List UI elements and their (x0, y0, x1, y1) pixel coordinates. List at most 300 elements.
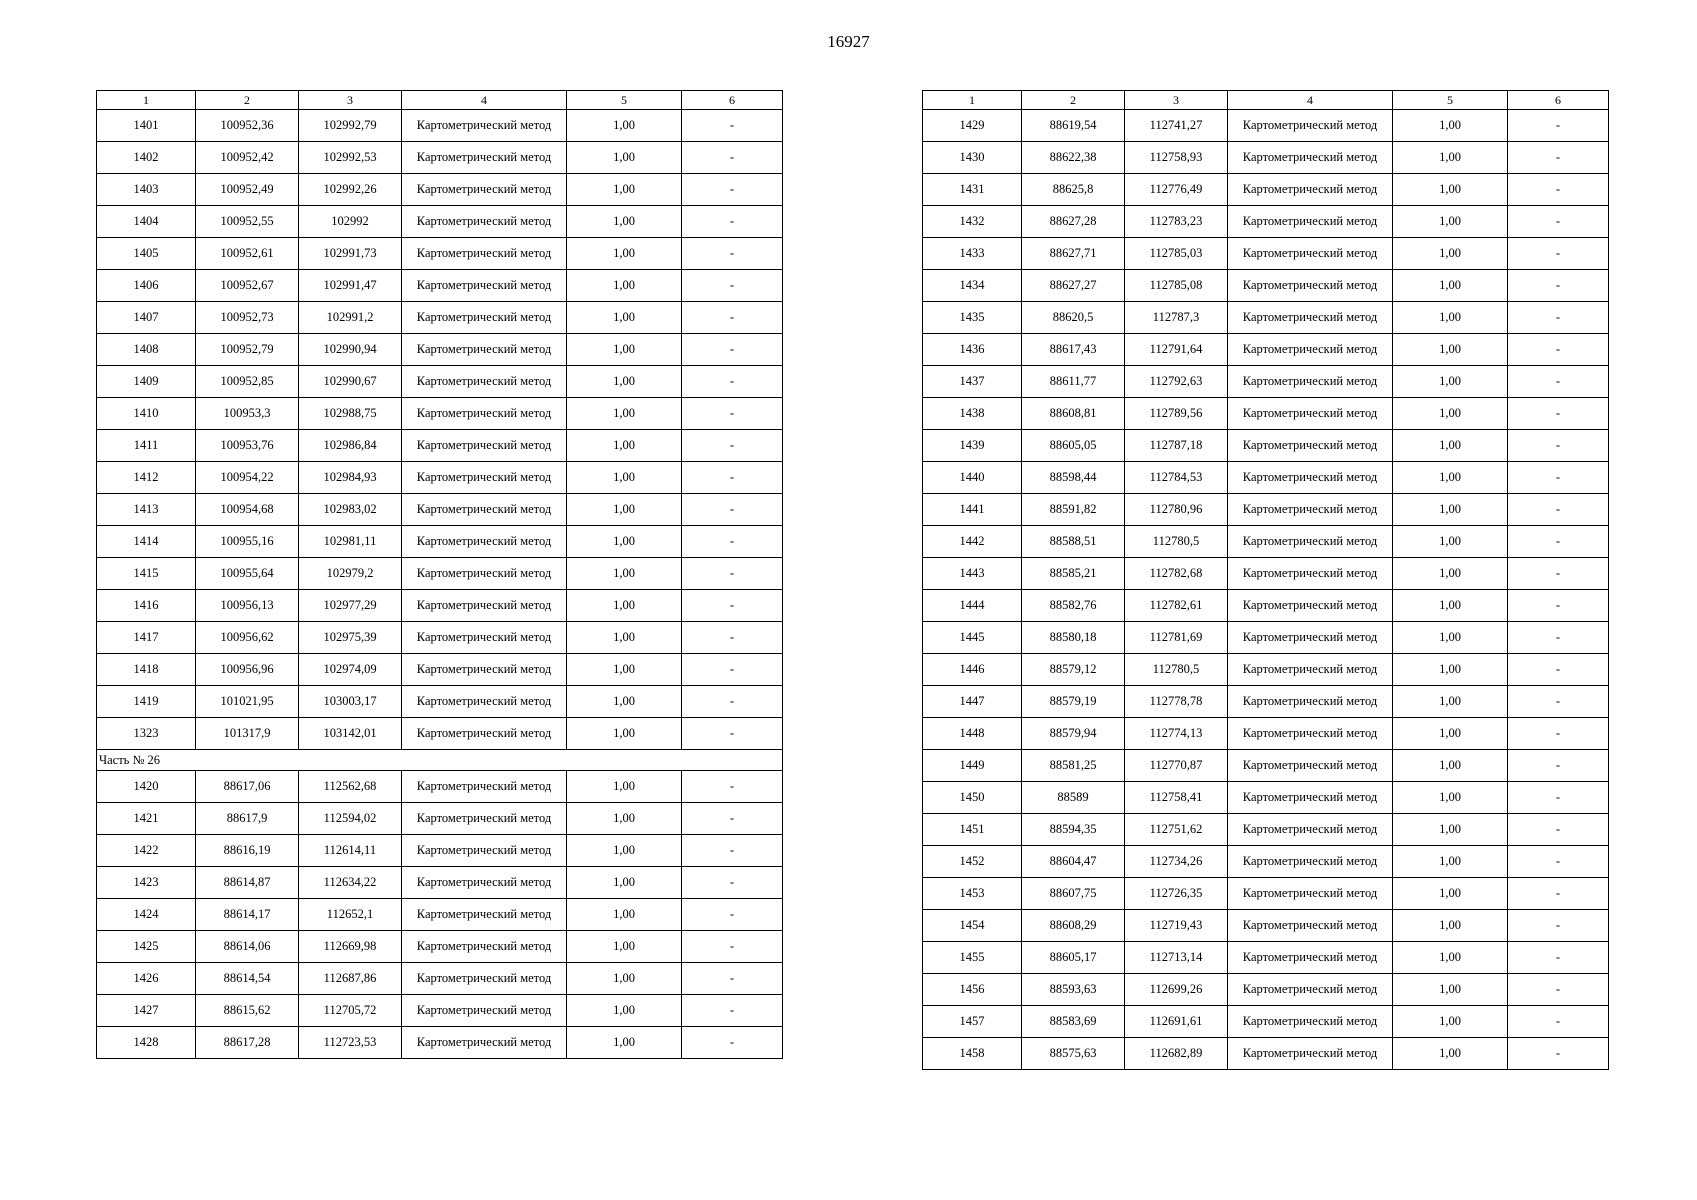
description-cell: - (1508, 942, 1609, 974)
method-cell: Картометрический метод (402, 526, 567, 558)
accuracy-cell: 1,00 (567, 686, 682, 718)
description-cell: - (682, 963, 783, 995)
description-cell: - (682, 686, 783, 718)
y-coordinate-cell: 112705,72 (299, 995, 402, 1027)
y-coordinate-cell: 112687,86 (299, 963, 402, 995)
table-row (97, 526, 783, 558)
method-cell: Картометрический метод (402, 686, 567, 718)
method-cell: Картометрический метод (402, 110, 567, 142)
accuracy-cell: 1,00 (1393, 878, 1508, 910)
y-coordinate-cell: 112562,68 (299, 771, 402, 803)
description-cell: - (1508, 398, 1609, 430)
y-coordinate-cell: 102974,09 (299, 654, 402, 686)
accuracy-cell: 1,00 (567, 995, 682, 1027)
coordinates-table-right (922, 90, 1609, 1070)
point-number-cell: 1323 (97, 718, 196, 750)
description-cell: - (682, 867, 783, 899)
method-cell: Картометрический метод (1228, 1006, 1393, 1038)
table-row (923, 302, 1609, 334)
method-cell: Картометрический метод (402, 1027, 567, 1059)
table-row (97, 686, 783, 718)
table-row (923, 782, 1609, 814)
x-coordinate-cell: 88607,75 (1022, 878, 1125, 910)
accuracy-cell: 1,00 (1393, 110, 1508, 142)
point-number-cell: 1440 (923, 462, 1022, 494)
description-cell: - (682, 334, 783, 366)
point-number-cell: 1432 (923, 206, 1022, 238)
x-coordinate-cell: 100956,13 (196, 590, 299, 622)
table-row (97, 238, 783, 270)
table-row (923, 718, 1609, 750)
column-header: 2 (1022, 91, 1125, 110)
accuracy-cell: 1,00 (567, 398, 682, 430)
accuracy-cell: 1,00 (567, 238, 682, 270)
accuracy-cell: 1,00 (567, 1027, 682, 1059)
description-cell: - (682, 622, 783, 654)
y-coordinate-cell: 102984,93 (299, 462, 402, 494)
x-coordinate-cell: 88579,94 (1022, 718, 1125, 750)
description-cell: - (1508, 654, 1609, 686)
point-number-cell: 1441 (923, 494, 1022, 526)
point-number-cell: 1403 (97, 174, 196, 206)
method-cell: Картометрический метод (1228, 654, 1393, 686)
method-cell: Картометрический метод (1228, 206, 1393, 238)
description-cell: - (682, 558, 783, 590)
accuracy-cell: 1,00 (567, 462, 682, 494)
method-cell: Картометрический метод (402, 398, 567, 430)
method-cell: Картометрический метод (402, 995, 567, 1027)
table-row (923, 1038, 1609, 1070)
point-number-cell: 1430 (923, 142, 1022, 174)
table-row (97, 558, 783, 590)
x-coordinate-cell: 100952,49 (196, 174, 299, 206)
point-number-cell: 1411 (97, 430, 196, 462)
accuracy-cell: 1,00 (567, 931, 682, 963)
point-number-cell: 1426 (97, 963, 196, 995)
point-number-cell: 1420 (97, 771, 196, 803)
accuracy-cell: 1,00 (567, 718, 682, 750)
y-coordinate-cell: 112789,56 (1125, 398, 1228, 430)
method-cell: Картометрический метод (402, 206, 567, 238)
method-cell: Картометрический метод (1228, 558, 1393, 590)
y-coordinate-cell: 102979,2 (299, 558, 402, 590)
method-cell: Картометрический метод (402, 494, 567, 526)
page-number: 16927 (827, 32, 870, 51)
x-coordinate-cell: 100952,67 (196, 270, 299, 302)
x-coordinate-cell: 88588,51 (1022, 526, 1125, 558)
table-body (97, 110, 783, 1059)
method-cell: Картометрический метод (1228, 238, 1393, 270)
table-row (923, 366, 1609, 398)
x-coordinate-cell: 88617,9 (196, 803, 299, 835)
accuracy-cell: 1,00 (567, 142, 682, 174)
y-coordinate-cell: 112669,98 (299, 931, 402, 963)
point-number-cell: 1438 (923, 398, 1022, 430)
y-coordinate-cell: 112758,93 (1125, 142, 1228, 174)
column-header: 6 (1508, 91, 1609, 110)
table-row (97, 366, 783, 398)
description-cell: - (1508, 814, 1609, 846)
method-cell: Картометрический метод (1228, 686, 1393, 718)
x-coordinate-cell: 88625,8 (1022, 174, 1125, 206)
description-cell: - (1508, 302, 1609, 334)
y-coordinate-cell: 112719,43 (1125, 910, 1228, 942)
x-coordinate-cell: 88627,71 (1022, 238, 1125, 270)
description-cell: - (682, 206, 783, 238)
description-cell: - (682, 995, 783, 1027)
table-row (97, 142, 783, 174)
y-coordinate-cell: 112792,63 (1125, 366, 1228, 398)
x-coordinate-cell: 88617,06 (196, 771, 299, 803)
y-coordinate-cell: 112778,78 (1125, 686, 1228, 718)
accuracy-cell: 1,00 (567, 302, 682, 334)
description-cell: - (1508, 590, 1609, 622)
description-cell: - (682, 110, 783, 142)
point-number-cell: 1456 (923, 974, 1022, 1006)
x-coordinate-cell: 88627,27 (1022, 270, 1125, 302)
y-coordinate-cell: 112634,22 (299, 867, 402, 899)
table-row (97, 334, 783, 366)
x-coordinate-cell: 101021,95 (196, 686, 299, 718)
point-number-cell: 1427 (97, 995, 196, 1027)
method-cell: Картометрический метод (402, 302, 567, 334)
column-header: 1 (97, 91, 196, 110)
method-cell: Картометрический метод (1228, 750, 1393, 782)
point-number-cell: 1423 (97, 867, 196, 899)
point-number-cell: 1405 (97, 238, 196, 270)
y-coordinate-cell: 102986,84 (299, 430, 402, 462)
point-number-cell: 1448 (923, 718, 1022, 750)
description-cell: - (682, 899, 783, 931)
x-coordinate-cell: 100952,73 (196, 302, 299, 334)
point-number-cell: 1439 (923, 430, 1022, 462)
y-coordinate-cell: 102990,94 (299, 334, 402, 366)
point-number-cell: 1452 (923, 846, 1022, 878)
method-cell: Картометрический метод (1228, 878, 1393, 910)
point-number-cell: 1433 (923, 238, 1022, 270)
description-cell: - (1508, 910, 1609, 942)
description-cell: - (682, 835, 783, 867)
accuracy-cell: 1,00 (1393, 814, 1508, 846)
table-row (97, 302, 783, 334)
accuracy-cell: 1,00 (567, 867, 682, 899)
method-cell: Картометрический метод (1228, 398, 1393, 430)
description-cell: - (1508, 270, 1609, 302)
table-row (923, 1006, 1609, 1038)
y-coordinate-cell: 102992,53 (299, 142, 402, 174)
table-row (97, 718, 783, 750)
y-coordinate-cell: 102991,2 (299, 302, 402, 334)
y-coordinate-cell: 112691,61 (1125, 1006, 1228, 1038)
description-cell: - (1508, 974, 1609, 1006)
table-row (923, 430, 1609, 462)
point-number-cell: 1404 (97, 206, 196, 238)
method-cell: Картометрический метод (402, 174, 567, 206)
point-number-cell: 1444 (923, 590, 1022, 622)
description-cell: - (1508, 174, 1609, 206)
description-cell: - (1508, 142, 1609, 174)
point-number-cell: 1419 (97, 686, 196, 718)
description-cell: - (682, 302, 783, 334)
x-coordinate-cell: 88608,29 (1022, 910, 1125, 942)
description-cell: - (1508, 622, 1609, 654)
table-row (97, 398, 783, 430)
accuracy-cell: 1,00 (1393, 942, 1508, 974)
x-coordinate-cell: 100954,22 (196, 462, 299, 494)
method-cell: Картометрический метод (1228, 718, 1393, 750)
y-coordinate-cell: 112785,08 (1125, 270, 1228, 302)
description-cell: - (682, 142, 783, 174)
method-cell: Картометрический метод (1228, 366, 1393, 398)
y-coordinate-cell: 112734,26 (1125, 846, 1228, 878)
point-number-cell: 1402 (97, 142, 196, 174)
description-cell: - (682, 931, 783, 963)
point-number-cell: 1447 (923, 686, 1022, 718)
y-coordinate-cell: 112594,02 (299, 803, 402, 835)
description-cell: - (682, 803, 783, 835)
table-row (923, 270, 1609, 302)
method-cell: Картометрический метод (1228, 110, 1393, 142)
accuracy-cell: 1,00 (567, 835, 682, 867)
accuracy-cell: 1,00 (567, 494, 682, 526)
method-cell: Картометрический метод (1228, 174, 1393, 206)
table-row (923, 878, 1609, 910)
accuracy-cell: 1,00 (1393, 1038, 1508, 1070)
table-row (923, 846, 1609, 878)
method-cell: Картометрический метод (402, 899, 567, 931)
table-row (923, 174, 1609, 206)
table-body (923, 110, 1609, 1070)
method-cell: Картометрический метод (402, 771, 567, 803)
method-cell: Картометрический метод (1228, 462, 1393, 494)
coordinates-table-left (96, 90, 783, 1059)
table-row (923, 238, 1609, 270)
y-coordinate-cell: 112770,87 (1125, 750, 1228, 782)
table-header-row (923, 91, 1609, 110)
table-row (923, 494, 1609, 526)
table-row (923, 334, 1609, 366)
table-row (97, 899, 783, 931)
y-coordinate-cell: 112784,53 (1125, 462, 1228, 494)
method-cell: Картометрический метод (1228, 526, 1393, 558)
table-row (97, 494, 783, 526)
description-cell: - (1508, 846, 1609, 878)
accuracy-cell: 1,00 (1393, 334, 1508, 366)
table-row (97, 931, 783, 963)
table-row (923, 686, 1609, 718)
point-number-cell: 1424 (97, 899, 196, 931)
y-coordinate-cell: 102991,47 (299, 270, 402, 302)
accuracy-cell: 1,00 (1393, 462, 1508, 494)
accuracy-cell: 1,00 (567, 270, 682, 302)
x-coordinate-cell: 88614,06 (196, 931, 299, 963)
part-label: Часть № 26 (97, 750, 783, 771)
y-coordinate-cell: 112741,27 (1125, 110, 1228, 142)
x-coordinate-cell: 88614,87 (196, 867, 299, 899)
point-number-cell: 1416 (97, 590, 196, 622)
x-coordinate-cell: 88598,44 (1022, 462, 1125, 494)
description-cell: - (682, 398, 783, 430)
point-number-cell: 1451 (923, 814, 1022, 846)
point-number-cell: 1407 (97, 302, 196, 334)
accuracy-cell: 1,00 (1393, 366, 1508, 398)
x-coordinate-cell: 100953,76 (196, 430, 299, 462)
y-coordinate-cell: 102988,75 (299, 398, 402, 430)
x-coordinate-cell: 101317,9 (196, 718, 299, 750)
y-coordinate-cell: 102991,73 (299, 238, 402, 270)
accuracy-cell: 1,00 (1393, 654, 1508, 686)
accuracy-cell: 1,00 (1393, 974, 1508, 1006)
table-header-row (97, 91, 783, 110)
table-row (923, 398, 1609, 430)
accuracy-cell: 1,00 (567, 526, 682, 558)
y-coordinate-cell: 103142,01 (299, 718, 402, 750)
method-cell: Картометрический метод (402, 718, 567, 750)
description-cell: - (682, 654, 783, 686)
point-number-cell: 1450 (923, 782, 1022, 814)
accuracy-cell: 1,00 (567, 590, 682, 622)
point-number-cell: 1414 (97, 526, 196, 558)
y-coordinate-cell: 112780,5 (1125, 654, 1228, 686)
point-number-cell: 1437 (923, 366, 1022, 398)
description-cell: - (682, 718, 783, 750)
description-cell: - (1508, 206, 1609, 238)
x-coordinate-cell: 88622,38 (1022, 142, 1125, 174)
x-coordinate-cell: 88614,54 (196, 963, 299, 995)
accuracy-cell: 1,00 (567, 174, 682, 206)
accuracy-cell: 1,00 (567, 622, 682, 654)
accuracy-cell: 1,00 (1393, 1006, 1508, 1038)
point-number-cell: 1401 (97, 110, 196, 142)
accuracy-cell: 1,00 (1393, 398, 1508, 430)
point-number-cell: 1410 (97, 398, 196, 430)
description-cell: - (682, 494, 783, 526)
description-cell: - (1508, 782, 1609, 814)
y-coordinate-cell: 112699,26 (1125, 974, 1228, 1006)
y-coordinate-cell: 112652,1 (299, 899, 402, 931)
description-cell: - (682, 270, 783, 302)
x-coordinate-cell: 88620,5 (1022, 302, 1125, 334)
accuracy-cell: 1,00 (1393, 782, 1508, 814)
accuracy-cell: 1,00 (1393, 238, 1508, 270)
point-number-cell: 1428 (97, 1027, 196, 1059)
accuracy-cell: 1,00 (1393, 270, 1508, 302)
method-cell: Картометрический метод (1228, 590, 1393, 622)
column-header: 6 (682, 91, 783, 110)
method-cell: Картометрический метод (402, 366, 567, 398)
y-coordinate-cell: 112758,41 (1125, 782, 1228, 814)
x-coordinate-cell: 100952,36 (196, 110, 299, 142)
y-coordinate-cell: 102992,26 (299, 174, 402, 206)
y-coordinate-cell: 112774,13 (1125, 718, 1228, 750)
x-coordinate-cell: 88611,77 (1022, 366, 1125, 398)
point-number-cell: 1442 (923, 526, 1022, 558)
description-cell: - (682, 462, 783, 494)
point-number-cell: 1458 (923, 1038, 1022, 1070)
accuracy-cell: 1,00 (567, 206, 682, 238)
table-row (923, 814, 1609, 846)
accuracy-cell: 1,00 (567, 430, 682, 462)
accuracy-cell: 1,00 (1393, 430, 1508, 462)
accuracy-cell: 1,00 (567, 334, 682, 366)
table-row (923, 590, 1609, 622)
method-cell: Картометрический метод (402, 867, 567, 899)
point-number-cell: 1429 (923, 110, 1022, 142)
x-coordinate-cell: 100954,68 (196, 494, 299, 526)
y-coordinate-cell: 112783,23 (1125, 206, 1228, 238)
point-number-cell: 1413 (97, 494, 196, 526)
method-cell: Картометрический метод (1228, 846, 1393, 878)
description-cell: - (1508, 558, 1609, 590)
point-number-cell: 1457 (923, 1006, 1022, 1038)
point-number-cell: 1445 (923, 622, 1022, 654)
x-coordinate-cell: 88627,28 (1022, 206, 1125, 238)
y-coordinate-cell: 102990,67 (299, 366, 402, 398)
column-header: 4 (402, 91, 567, 110)
description-cell: - (1508, 110, 1609, 142)
column-header: 5 (1393, 91, 1508, 110)
method-cell: Картометрический метод (402, 142, 567, 174)
point-number-cell: 1417 (97, 622, 196, 654)
description-cell: - (682, 174, 783, 206)
table-row (923, 526, 1609, 558)
column-header: 1 (923, 91, 1022, 110)
x-coordinate-cell: 88614,17 (196, 899, 299, 931)
description-cell: - (1508, 238, 1609, 270)
accuracy-cell: 1,00 (1393, 526, 1508, 558)
description-cell: - (682, 238, 783, 270)
table-row (97, 654, 783, 686)
point-number-cell: 1449 (923, 750, 1022, 782)
table-row (97, 622, 783, 654)
description-cell: - (1508, 750, 1609, 782)
accuracy-cell: 1,00 (1393, 846, 1508, 878)
accuracy-cell: 1,00 (1393, 174, 1508, 206)
x-coordinate-cell: 88579,12 (1022, 654, 1125, 686)
description-cell: - (682, 1027, 783, 1059)
x-coordinate-cell: 88594,35 (1022, 814, 1125, 846)
method-cell: Картометрический метод (402, 963, 567, 995)
description-cell: - (1508, 334, 1609, 366)
x-coordinate-cell: 100956,96 (196, 654, 299, 686)
column-header: 4 (1228, 91, 1393, 110)
point-number-cell: 1436 (923, 334, 1022, 366)
y-coordinate-cell: 112751,62 (1125, 814, 1228, 846)
y-coordinate-cell: 112780,96 (1125, 494, 1228, 526)
y-coordinate-cell: 112713,14 (1125, 942, 1228, 974)
x-coordinate-cell: 88605,17 (1022, 942, 1125, 974)
description-cell: - (1508, 878, 1609, 910)
method-cell: Картометрический метод (402, 931, 567, 963)
y-coordinate-cell: 112776,49 (1125, 174, 1228, 206)
table-row (97, 430, 783, 462)
x-coordinate-cell: 100955,16 (196, 526, 299, 558)
accuracy-cell: 1,00 (1393, 302, 1508, 334)
x-coordinate-cell: 88581,25 (1022, 750, 1125, 782)
point-number-cell: 1446 (923, 654, 1022, 686)
y-coordinate-cell: 112723,53 (299, 1027, 402, 1059)
table-row (97, 835, 783, 867)
table-row (923, 654, 1609, 686)
accuracy-cell: 1,00 (1393, 558, 1508, 590)
table-row (97, 867, 783, 899)
point-number-cell: 1431 (923, 174, 1022, 206)
column-header: 3 (1125, 91, 1228, 110)
table-row (97, 963, 783, 995)
y-coordinate-cell: 112682,89 (1125, 1038, 1228, 1070)
x-coordinate-cell: 88585,21 (1022, 558, 1125, 590)
accuracy-cell: 1,00 (567, 366, 682, 398)
